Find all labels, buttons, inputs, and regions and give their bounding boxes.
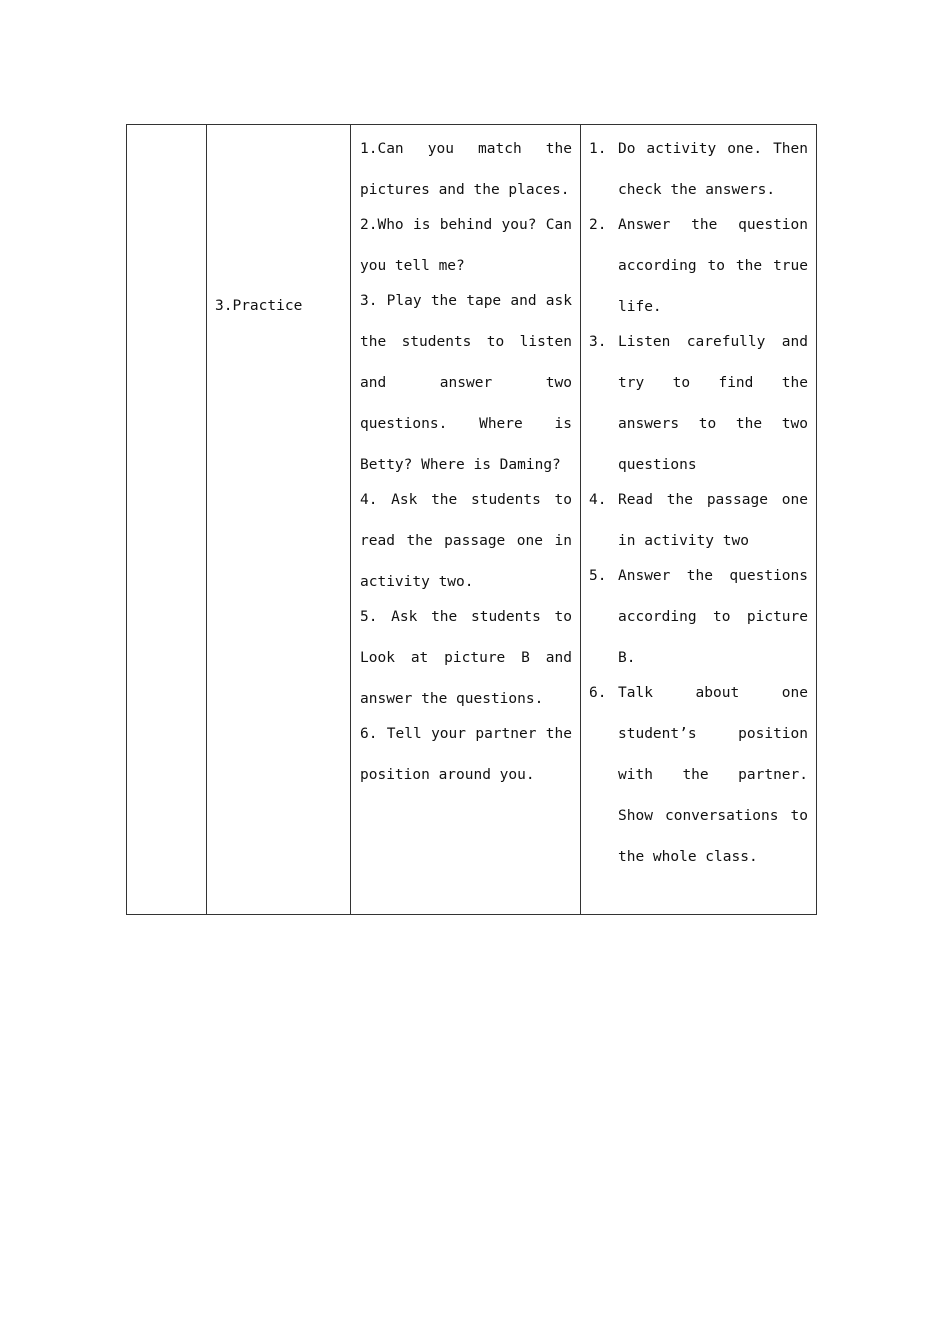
student-activity-4 [589, 480, 808, 562]
item-number: 3. [589, 334, 607, 350]
teacher-activity-5: 5. Ask the students to Look at picture B and answer the questions. [360, 609, 572, 707]
student-activity-2 [589, 205, 808, 328]
empty-cell [127, 125, 207, 915]
stage-cell [207, 125, 351, 915]
teacher-activity-6: 6. Tell your partner the position around you. [360, 726, 572, 783]
student-activity-3 [589, 322, 808, 486]
item-text: Read the passage one in activity two [618, 492, 808, 549]
item-number: 2. [589, 217, 607, 233]
item-number: 1. [589, 141, 607, 157]
student-activity-5 [589, 556, 808, 679]
item-number: 6. [589, 685, 607, 701]
teacher-activity-2: 2.Who is behind you? Can you tell me? [360, 217, 572, 274]
table-row [127, 125, 817, 915]
item-number: 5. [589, 568, 607, 584]
item-text: Answer the question according to the true life. [618, 217, 808, 315]
student-activity-6 [589, 673, 808, 878]
teacher-activities-cell [351, 125, 581, 915]
student-activities-cell [581, 125, 817, 915]
item-text: Do activity one. Then check the answers. [618, 141, 808, 198]
student-activity-1 [589, 129, 808, 211]
student-activity-list [581, 125, 816, 878]
stage-label: 3.Practice [215, 297, 303, 314]
item-number: 4. [589, 492, 607, 508]
teacher-activity-4: 4. Ask the students to read the passage one in activity two. [360, 492, 572, 590]
lesson-plan-table [126, 124, 817, 915]
item-text: Answer the questions according to picture B. [618, 568, 808, 666]
teacher-activity-3: 3. Play the tape and ask the students to listen and answer two questions. Where is Betty? Where is Daming? [360, 293, 572, 473]
item-text: Listen carefully and try to find the answers to the two questions [618, 334, 808, 473]
item-text: Talk about one student’s position with the partner. Show conversations to the whole class. [618, 685, 808, 865]
teacher-activity-1: 1.Can you match the pictures and the places. [360, 141, 572, 198]
